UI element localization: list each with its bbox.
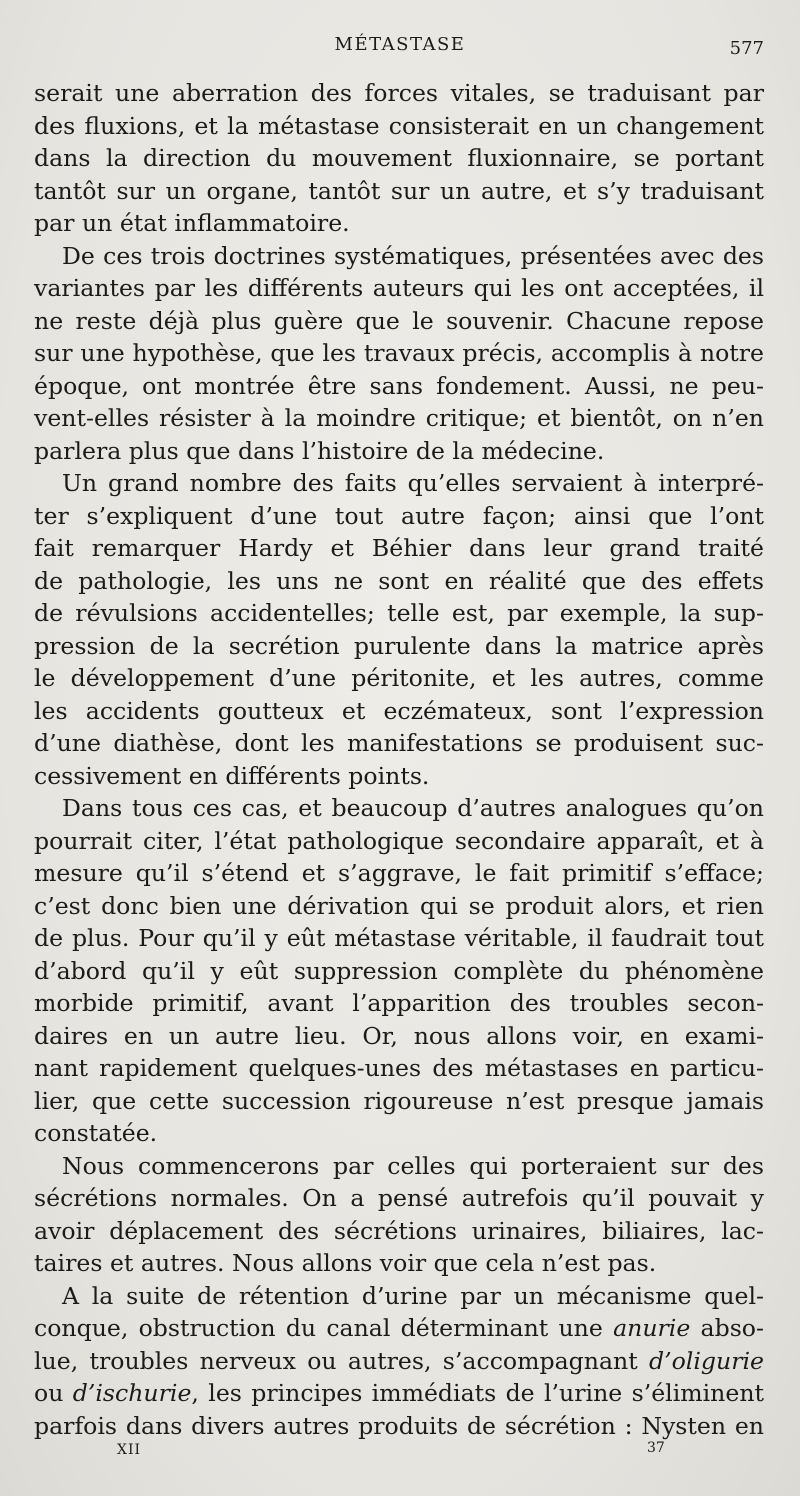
text-line — [34, 630, 764, 663]
text-segment: daires en un autre lieu. Or, nous allons voir, en exami- — [34, 1021, 764, 1050]
text-segment: constatée. — [34, 1119, 158, 1147]
text-segment: dans la direction du mouvement fluxionnaire, se portant — [34, 144, 764, 172]
text-line — [34, 890, 764, 923]
text-line — [34, 987, 764, 1020]
text-segment: mesure qu’il s’étend et s’aggrave, le fait primitif s’efface; — [34, 859, 764, 887]
italic-term: d’oligurie — [649, 1346, 764, 1375]
text-line — [34, 142, 764, 175]
text-segment: c’est donc bien une dérivation qui se produit alors, et rien — [34, 891, 764, 920]
text-line — [34, 695, 764, 728]
text-segment: taires et autres. Nous allons voir que cela n’est pas. — [34, 1249, 657, 1277]
text-line — [34, 1345, 764, 1378]
text-line — [34, 240, 764, 273]
text-segment: d’abord qu’il y eût suppression complète du phénomène — [34, 956, 764, 985]
text-segment: ou — [34, 1379, 73, 1407]
text-line — [34, 110, 764, 143]
text-line — [34, 727, 764, 760]
text-segment: ter s’expliquent d’une tout autre façon; ainsi que l’ont — [34, 501, 764, 530]
text-line — [34, 337, 764, 370]
text-segment: tantôt sur un organe, tantôt sur un autre, et s’y traduisant — [34, 176, 764, 205]
text-segment: des fluxions, et la métastase consisterait en un changement — [34, 111, 764, 140]
signature-mark: XII — [117, 1442, 142, 1458]
text-segment: lier, que cette succession rigoureuse n’est presque jamais — [34, 1086, 764, 1115]
text-segment: vent-elles résister à la moindre critique; et bientôt, on n’en — [34, 404, 764, 432]
text-line — [34, 272, 764, 305]
text-segment: nant rapidement quelques-unes des métastases en particu- — [34, 1054, 764, 1082]
text-line — [34, 370, 764, 403]
text-segment: sur une hypothèse, que les travaux précis, accomplis à notre — [34, 339, 764, 367]
text-segment: Dans tous ces cas, et beaucoup d’autres analogues qu’on — [62, 794, 764, 822]
text-segment: avoir déplacement des sécrétions urinaires, biliaires, lac- — [34, 1216, 764, 1245]
text-line — [34, 467, 764, 500]
page-footer — [0, 1436, 800, 1466]
text-line — [34, 435, 764, 468]
body-text — [34, 77, 764, 1442]
sheet-number: 37 — [647, 1440, 665, 1456]
running-head — [0, 32, 800, 62]
text-line — [34, 1085, 764, 1118]
text-segment: de révulsions accidentelles; telle est, par exemple, la sup- — [34, 599, 764, 627]
text-line — [34, 1280, 764, 1313]
text-segment: serait une aberration des forces vitales, se traduisant par — [34, 79, 764, 107]
text-line — [34, 1215, 764, 1248]
text-line — [34, 1117, 764, 1150]
running-title: MÉTASTASE — [334, 34, 466, 55]
text-segment: pourrait citer, l’état pathologique secondaire apparaît, et à — [34, 826, 764, 855]
text-line — [34, 1377, 764, 1410]
text-line — [34, 1020, 764, 1053]
text-segment: cessivement en différents points. — [34, 761, 430, 790]
italic-term: d’ischurie — [72, 1379, 192, 1407]
text-line — [34, 402, 764, 435]
text-line — [34, 565, 764, 598]
page-number: 577 — [729, 38, 764, 59]
text-segment: le développement d’une péritonite, et les autres, comme — [34, 664, 764, 692]
text-segment: ne reste déjà plus guère que le souvenir. Chacune repose — [34, 306, 764, 335]
text-line — [34, 1312, 764, 1345]
text-segment: parfois dans divers autres produits de sécrétion : Nysten en — [34, 1411, 764, 1440]
text-segment: Nous commencerons par celles qui porteraient sur des — [62, 1151, 764, 1180]
text-line — [34, 955, 764, 988]
text-segment: de plus. Pour qu’il y eût métastase véritable, il faudrait tout — [34, 924, 764, 952]
text-line — [34, 922, 764, 955]
text-line — [34, 532, 764, 565]
text-segment: de pathologie, les uns ne sont en réalité que des effets — [34, 566, 764, 595]
text-segment: A la suite de rétention d’urine par un mécanisme quel- — [62, 1281, 764, 1310]
text-line — [34, 662, 764, 695]
text-segment: morbide primitif, avant l’apparition des troubles secon- — [34, 989, 764, 1017]
text-segment: variantes par les différents auteurs qui les ont acceptées, il — [34, 274, 764, 302]
text-segment: De ces trois doctrines systématiques, présentées avec des — [62, 241, 764, 270]
text-segment: pression de la secrétion purulente dans la matrice après — [34, 631, 764, 660]
italic-term: anurie — [613, 1314, 691, 1342]
text-segment: , les principes immédiats de l’urine s’éliminent — [191, 1379, 764, 1407]
text-segment: lue, troubles nerveux ou autres, s’accompagnant — [34, 1346, 649, 1375]
text-line — [34, 825, 764, 858]
text-line — [34, 1182, 764, 1215]
text-line — [34, 77, 764, 110]
text-line — [34, 760, 764, 793]
text-segment: époque, ont montrée être sans fondement. Aussi, ne peu- — [34, 371, 764, 400]
text-segment: par un état inflammatoire. — [34, 209, 350, 237]
text-line — [34, 1052, 764, 1085]
text-segment: Un grand nombre des faits qu’elles servaient à interpré- — [62, 469, 764, 497]
text-line — [34, 1247, 764, 1280]
text-line — [34, 1150, 764, 1183]
text-segment: parlera plus que dans l’histoire de la médecine. — [34, 436, 605, 465]
text-line — [34, 175, 764, 208]
text-line — [34, 792, 764, 825]
text-segment: abso- — [690, 1314, 764, 1342]
text-line — [34, 597, 764, 630]
text-line — [34, 857, 764, 890]
text-line — [34, 207, 764, 240]
text-line — [34, 305, 764, 338]
text-segment: d’une diathèse, dont les manifestations se produisent suc- — [34, 729, 764, 757]
text-segment: conque, obstruction du canal déterminant une — [34, 1314, 614, 1342]
text-segment: les accidents goutteux et eczémateux, sont l’expression — [34, 696, 764, 725]
text-segment: fait remarquer Hardy et Béhier dans leur grand traité — [34, 534, 764, 562]
text-line — [34, 500, 764, 533]
text-segment: sécrétions normales. On a pensé autrefois qu’il pouvait y — [34, 1184, 764, 1212]
